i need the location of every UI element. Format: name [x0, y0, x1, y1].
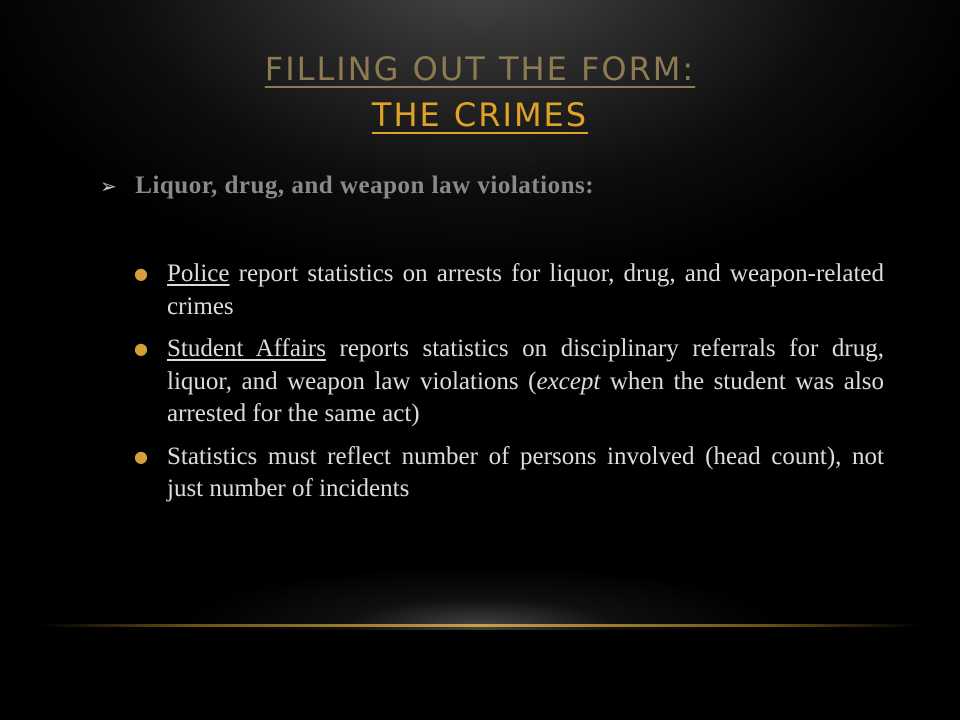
title-line-1: FILLING OUT THE FORM: — [264, 50, 696, 88]
gold-divider-line — [40, 624, 920, 627]
bullet-list — [134, 258, 884, 516]
section-heading-text: Liquor, drug, and weapon law violations: — [135, 172, 595, 199]
bullet-lead-police: Police — [167, 260, 230, 287]
bullet-item-statistics — [134, 441, 884, 506]
bullet-text-student-affairs-a: reports statistics on disciplinary referrals for drug, liquor, and weapon law violations ( — [167, 335, 884, 395]
slide-title — [0, 46, 960, 138]
section-heading — [100, 172, 594, 200]
bullet-text-except: except — [536, 367, 601, 395]
bullet-dot-icon: ● — [134, 446, 148, 466]
bullet-item-student-affairs — [134, 333, 884, 431]
bottom-glow — [180, 540, 780, 630]
bullet-item-police — [134, 258, 884, 323]
bullet-text-police: report statistics on arrests for liquor, drug, and weapon-related crimes — [167, 260, 884, 320]
title-line-2: THE CRIMES — [371, 96, 589, 134]
bullet-dot-icon: ● — [134, 264, 148, 283]
bullet-text-statistics: Statistics must reflect number of persons involved (head count), not just number of incidents — [167, 442, 884, 502]
bullet-dot-icon: ● — [134, 339, 148, 358]
bullet-text-student-affairs-b: when the student was also arrested for the same act) — [167, 367, 884, 427]
arrow-bullet-icon: ➢ — [100, 174, 118, 198]
bullet-lead-student-affairs: Student Affairs — [167, 335, 326, 362]
